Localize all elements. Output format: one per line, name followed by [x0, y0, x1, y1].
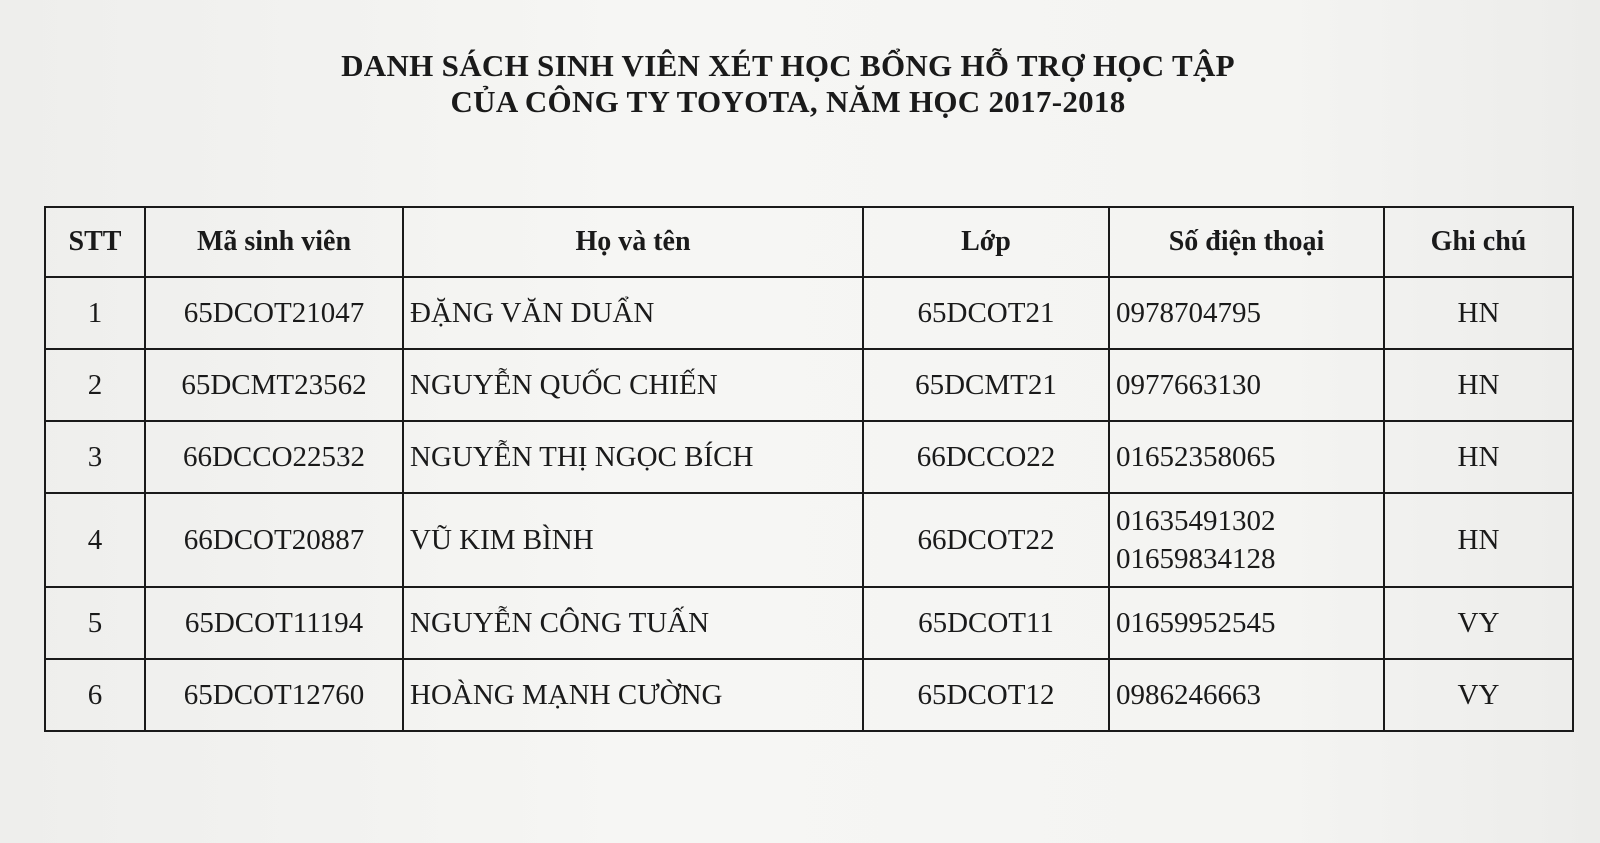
table-row — [45, 659, 1573, 731]
cell-student-id: 66DCOT20887 — [145, 493, 403, 587]
phone-number: 0986246663 — [1116, 679, 1261, 711]
phone-number: 0977663130 — [1116, 369, 1261, 401]
table-row — [45, 277, 1573, 349]
cell-full-name: NGUYỄN QUỐC CHIẾN — [403, 349, 863, 421]
table-row — [45, 421, 1573, 493]
cell-phone — [1109, 421, 1384, 493]
cell-stt: 6 — [45, 659, 145, 731]
table-row — [45, 349, 1573, 421]
phone-number-secondary: 01659834128 — [1116, 543, 1276, 575]
header-full-name: Họ và tên — [403, 207, 863, 277]
cell-phone — [1109, 659, 1384, 731]
cell-phone — [1109, 277, 1384, 349]
cell-stt: 2 — [45, 349, 145, 421]
cell-student-id: 65DCOT21047 — [145, 277, 403, 349]
document-title-line-1: DANH SÁCH SINH VIÊN XÉT HỌC BỔNG HỖ TRỢ HỌC TẬP — [341, 48, 1235, 83]
cell-full-name: VŨ KIM BÌNH — [403, 493, 863, 587]
cell-note: HN — [1384, 277, 1573, 349]
header-student-id: Mã sinh viên — [145, 207, 403, 277]
cell-phone — [1109, 493, 1384, 587]
cell-student-id: 65DCMT23562 — [145, 349, 403, 421]
cell-stt: 4 — [45, 493, 145, 587]
header-stt: STT — [45, 207, 145, 277]
cell-stt: 1 — [45, 277, 145, 349]
phone-number: 0978704795 — [1116, 297, 1261, 329]
phone-number: 01652358065 — [1116, 441, 1276, 473]
cell-full-name: NGUYỄN CÔNG TUẤN — [403, 587, 863, 659]
cell-note: VY — [1384, 587, 1573, 659]
document-title-line-2: CỦA CÔNG TY TOYOTA, NĂM HỌC 2017-2018 — [450, 84, 1126, 119]
phone-number: 01635491302 — [1116, 505, 1276, 537]
cell-full-name: ĐẶNG VĂN DUẨN — [403, 277, 863, 349]
cell-class: 65DCMT21 — [863, 349, 1109, 421]
cell-phone — [1109, 587, 1384, 659]
cell-class: 65DCOT12 — [863, 659, 1109, 731]
cell-class: 66DCOT22 — [863, 493, 1109, 587]
student-list-table — [44, 206, 1574, 732]
cell-note: HN — [1384, 493, 1573, 587]
header-note: Ghi chú — [1384, 207, 1573, 277]
table-row — [45, 587, 1573, 659]
cell-note: HN — [1384, 421, 1573, 493]
cell-full-name: NGUYỄN THỊ NGỌC BÍCH — [403, 421, 863, 493]
cell-student-id: 66DCCO22532 — [145, 421, 403, 493]
cell-full-name: HOÀNG MẠNH CƯỜNG — [403, 659, 863, 731]
cell-note: VY — [1384, 659, 1573, 731]
table-row — [45, 493, 1573, 587]
cell-stt: 3 — [45, 421, 145, 493]
cell-class: 65DCOT21 — [863, 277, 1109, 349]
cell-note: HN — [1384, 349, 1573, 421]
cell-student-id: 65DCOT11194 — [145, 587, 403, 659]
cell-phone — [1109, 349, 1384, 421]
header-class: Lớp — [863, 207, 1109, 277]
cell-class: 65DCOT11 — [863, 587, 1109, 659]
table-header-row — [45, 207, 1573, 277]
header-phone: Số điện thoại — [1109, 207, 1384, 277]
cell-class: 66DCCO22 — [863, 421, 1109, 493]
phone-number: 01659952545 — [1116, 607, 1276, 639]
cell-stt: 5 — [45, 587, 145, 659]
cell-student-id: 65DCOT12760 — [145, 659, 403, 731]
